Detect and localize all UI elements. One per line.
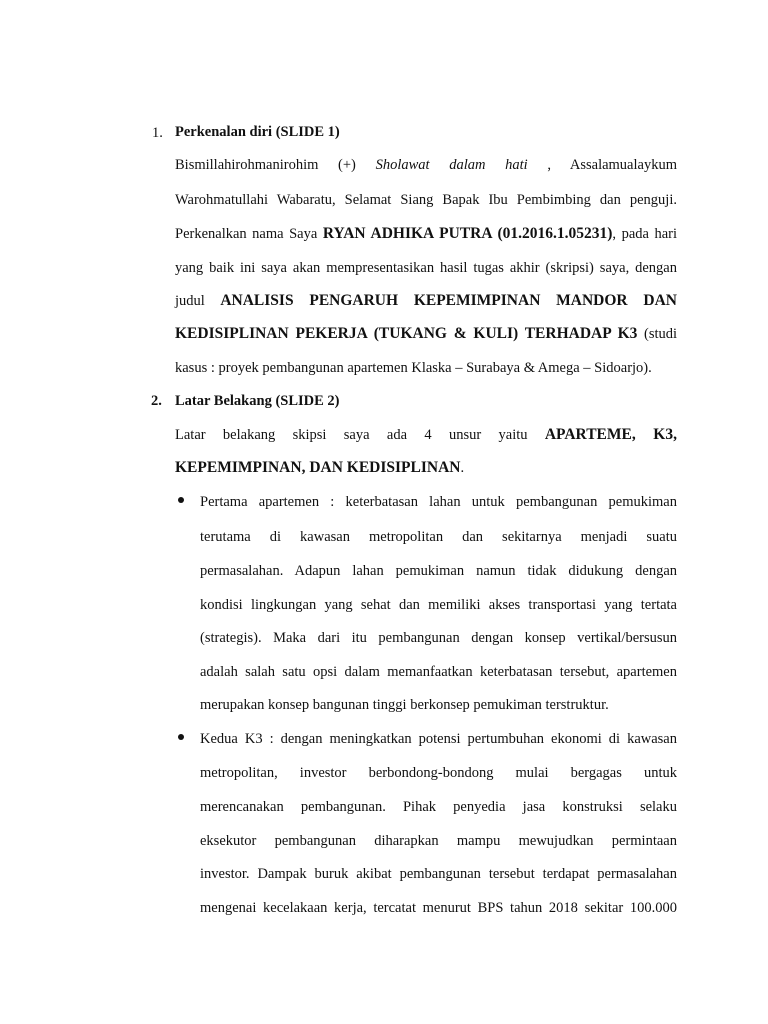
- section-heading: Latar Belakang (SLIDE 2): [175, 393, 340, 409]
- bold-text: ANALISIS PENGARUH KEPEMIMPINAN MANDOR DAN: [220, 292, 677, 309]
- bold-text: KEDISIPLINAN PEKERJA (TUKANG & KULI) TERHADAP K3: [175, 325, 638, 342]
- paragraph-line: Warohmatullahi Wabaratu, Selamat Siang Bapak Ibu Pembimbing dan penguji.: [175, 192, 677, 208]
- paragraph-line: [175, 225, 677, 243]
- bullet-line: (strategis). Maka dari itu pembangunan dengan konsep vertikal/bersusun: [200, 630, 677, 646]
- text-run: (studi: [643, 326, 678, 342]
- bold-text: KEPEMIMPINAN, DAN KEDISIPLINAN: [175, 459, 461, 476]
- bold-text: APARTEME, K3,: [544, 426, 677, 443]
- bullet-line: permasalahan. Adapun lahan pemukiman namun tidak didukung dengan: [200, 563, 677, 579]
- bullet-line: kondisi lingkungan yang sehat dan memiliki akses transportasi yang tertata: [200, 597, 677, 613]
- paragraph-line: kasus : proyek pembangunan apartemen Klaska – Surabaya & Amega – Sidoarjo).: [175, 360, 652, 376]
- bullet-line: terutama di kawasan metropolitan dan sekitarnya menjadi suatu: [200, 529, 677, 545]
- text-run: , pada hari: [612, 226, 677, 242]
- bullet-line: merencanakan pembangunan. Pihak penyedia jasa konstruksi selaku: [200, 799, 677, 815]
- bullet-line: mengenai kecelakaan kerja, tercatat menurut BPS tahun 2018 sekitar 100.000: [200, 900, 677, 916]
- list-number: 1.: [152, 125, 163, 141]
- section-heading: Perkenalan diri (SLIDE 1): [175, 124, 340, 140]
- paragraph-line: [175, 426, 677, 444]
- bullet-line: metropolitan, investor berbondong-bondong mulai bergagas untuk: [200, 765, 677, 781]
- bullet-line: merupakan konsep bangunan tinggi berkonsep pemukiman terstruktur.: [200, 697, 609, 713]
- text-run: Perkenalkan nama Saya: [175, 226, 318, 242]
- bullet-icon: [178, 497, 184, 503]
- bullet-line: Kedua K3 : dengan meningkatkan potensi pertumbuhan ekonomi di kawasan: [200, 731, 677, 747]
- paragraph-line: yang baik ini saya akan mempresentasikan hasil tugas akhir (skripsi) saya, dengan: [175, 260, 677, 276]
- bullet-icon: [178, 734, 184, 740]
- paragraph-line: [175, 459, 464, 477]
- bullet-line: eksekutor pembangunan diharapkan mampu mewujudkan permintaan: [200, 833, 677, 849]
- text-run: .: [460, 460, 465, 476]
- paragraph-line: [175, 156, 677, 174]
- text-run: judul: [175, 293, 205, 309]
- paragraph-line: [175, 325, 677, 343]
- text-run: Latar belakang skipsi saya ada 4 unsur yaitu: [175, 427, 528, 443]
- bullet-line: adalah salah satu opsi dalam memanfaatkan keterbatasan tersebut, apartemen: [200, 664, 677, 680]
- bullet-line: Pertama apartemen : keterbatasan lahan untuk pembangunan pemukiman: [200, 494, 677, 510]
- italic-text: Sholawat dalam hati: [375, 157, 528, 173]
- list-number: 2.: [151, 393, 162, 409]
- bullet-line: investor. Dampak buruk akibat pembangunan tersebut terdapat permasalahan: [200, 866, 677, 882]
- bold-text: RYAN ADHIKA PUTRA (01.2016.1.05231): [322, 225, 613, 242]
- paragraph-line: [175, 292, 677, 310]
- text-run: Bismillahirohmanirohim (+): [175, 157, 356, 173]
- text-run: , Assalamualaykum: [547, 157, 677, 173]
